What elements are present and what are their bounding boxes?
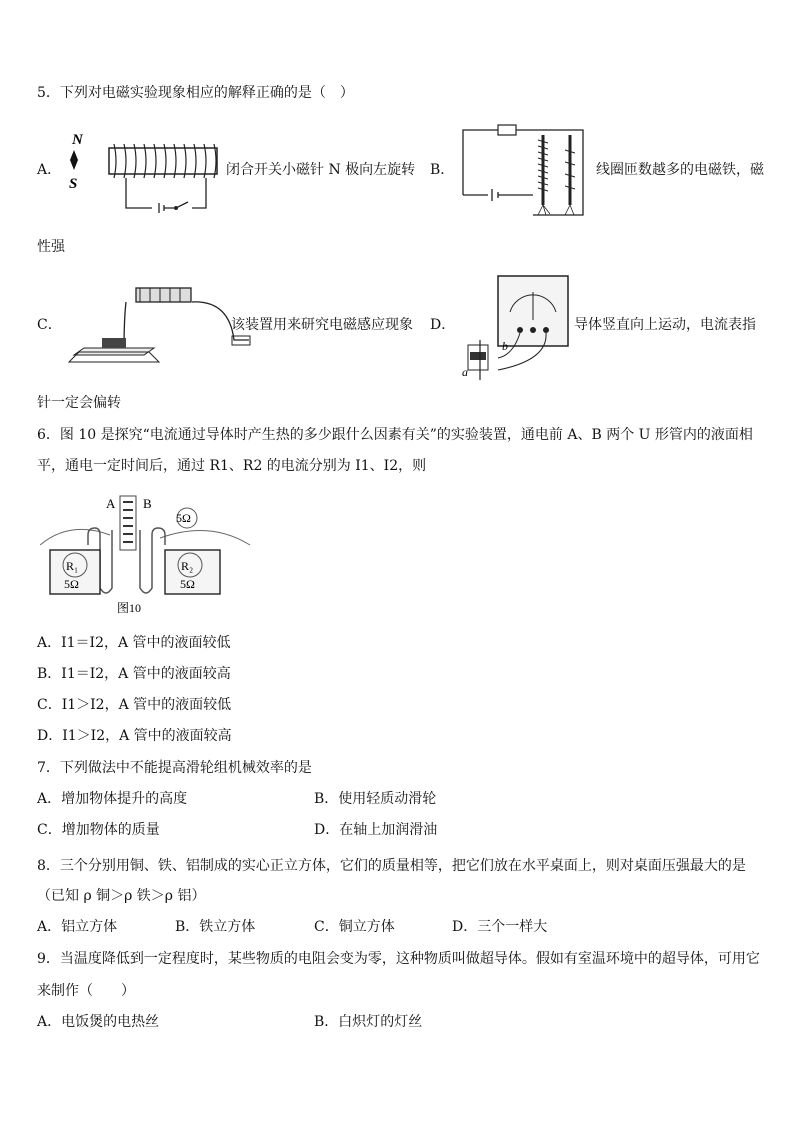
q6-fig-10	[40, 490, 260, 620]
q5-fig-c-motor	[64, 280, 254, 370]
q6-option-b: B．I1＝I2，A 管中的液面较高	[37, 666, 231, 682]
q8-stem: 8．三个分别用铜、铁、铝制成的实心正立方体，它们的质量相等，把它们放在水平桌面上，则对桌面压强最大的是	[37, 858, 746, 874]
compass-needle-icon	[70, 150, 78, 170]
q5-option-c-text: 该装置用来研究电磁感应现象	[231, 317, 413, 333]
q5-option-c-label: C．	[37, 317, 62, 333]
tube-label-b: B	[143, 496, 152, 511]
label-b: b	[502, 339, 508, 353]
q5-fig-a-solenoid	[64, 126, 224, 214]
q7-option-d: D．在轴上加润滑油	[314, 822, 438, 838]
q5-stem: 5．下列对电磁实验现象相应的解释正确的是（ ）	[37, 85, 354, 101]
q5-option-a-label: A．	[37, 162, 62, 178]
q9-stem-cont: 来制作（ ）	[37, 983, 135, 999]
q8-option-d: D．三个一样大	[452, 919, 548, 935]
q5-option-d-text-cont: 针一定会偏转	[37, 395, 121, 411]
needle-n-label: N	[72, 132, 83, 148]
r2-name: R₂	[181, 559, 194, 573]
q5-option-b-text: 线圈匝数越多的电磁铁，磁	[596, 162, 764, 178]
q6-option-c: C．I1＞I2，A 管中的液面较低	[37, 697, 232, 713]
q8-option-b: B．铁立方体	[175, 919, 256, 935]
needle-s-label: S	[69, 176, 78, 192]
q6-stem-line1: 6．图 10 是探究“电流通过导体时产生热的多少跟什么因素有关”的实验装置，通电前 A、B 两个 U 形管内的液面相	[37, 427, 753, 443]
q5-fig-b-electromagnets	[458, 120, 592, 220]
q5-fig-d-galvanometer	[458, 270, 572, 380]
q8-option-c: C．铜立方体	[314, 919, 395, 935]
q5-option-d-label: D．	[430, 317, 456, 333]
fig-caption: 图10	[117, 601, 142, 615]
q5-option-b-label: B．	[430, 162, 455, 178]
q6-option-d: D．I1＞I2，A 管中的液面较高	[37, 728, 232, 744]
r-top-value: 5Ω	[176, 511, 191, 525]
label-a: a	[462, 365, 468, 379]
q5-option-b-text-cont: 性强	[37, 239, 65, 255]
q9-stem: 9．当温度降低到一定程度时，某些物质的电阻会变为零，这种物质叫做超导体。假如有室温环境中的超导体，可用它	[37, 951, 760, 967]
tube-label-a: A	[106, 496, 116, 511]
q8-known: （已知 ρ 铜＞ρ 铁＞ρ 铝）	[37, 888, 206, 904]
q5-option-a-text: 闭合开关小磁针 N 极向左旋转	[226, 162, 416, 178]
r1-name: R₁	[66, 559, 79, 573]
q6-stem-line2: 平，通电一定时间后，通过 R1、R2 的电流分别为 I1、I2，则	[37, 458, 427, 474]
r2-value: 5Ω	[180, 577, 195, 591]
q9-option-b: B．白炽灯的灯丝	[314, 1014, 423, 1030]
q7-option-c: C．增加物体的质量	[37, 822, 160, 838]
r1-value: 5Ω	[64, 577, 79, 591]
q8-option-a: A．铝立方体	[37, 919, 118, 935]
solenoid-coil	[114, 144, 216, 178]
q9-option-a: A．电饭煲的电热丝	[37, 1014, 160, 1030]
circuit-wire	[126, 178, 206, 213]
q7-option-b: B．使用轻质动滑轮	[314, 791, 437, 807]
q5-option-d-text: 导体竖直向上运动，电流表指	[574, 317, 756, 333]
q7-option-a: A．增加物体提升的高度	[37, 791, 188, 807]
q6-option-a: A．I1＝I2，A 管中的液面较低	[37, 635, 231, 651]
q7-stem: 7．下列做法中不能提高滑轮组机械效率的是	[37, 760, 312, 776]
